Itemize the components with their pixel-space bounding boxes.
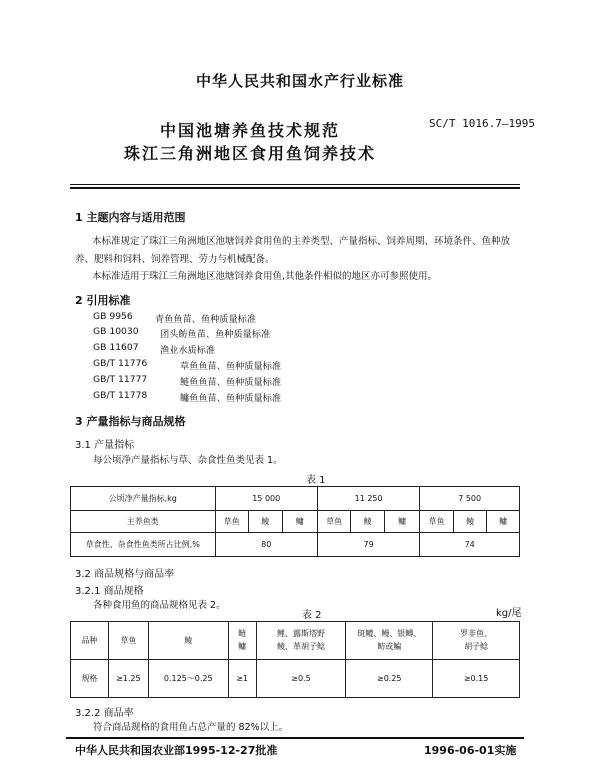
standard-code: SC/T 1016.7—1995 [429, 117, 535, 130]
table-2-unit: kg/尾 [496, 608, 522, 619]
table-2-caption: 表 2 [302, 610, 322, 621]
table-2-header: 品种 [71, 622, 109, 660]
table-2-header: 鲢 鳙 [228, 622, 256, 660]
implementation-date: 1996-06-01实施 [424, 744, 517, 757]
reference-code: GB 9956 [93, 311, 133, 322]
table-1-species-label: 主养鱼类 [71, 511, 216, 533]
table-1-species-cell: 鳙 [487, 511, 520, 533]
table-2-value: ≥1.25 [108, 660, 148, 698]
approval-statement: 中华人民共和国农业部1995-12-27批准 [75, 744, 278, 757]
title-divider-thin [70, 184, 520, 185]
table-1-yield-value: 15 000 [215, 487, 317, 511]
table-1-species-cell: 草鱼 [317, 511, 351, 533]
table-1-species-cell: 草鱼 [215, 511, 249, 533]
section-1-paragraph-1-line-2: 养、肥料和饲料、饲养管理、劳力与机械配备。 [75, 254, 275, 265]
table-1-species-cell: 鳙 [282, 511, 317, 533]
table-1-yield-label: 公顷净产量指标,kg [71, 487, 216, 511]
section-1-paragraph-1-line-1: 本标准规定了珠江三角洲地区池塘饲养食用鱼的主养类型、产量指标、饲养周期、环境条件、鱼种放 [92, 236, 511, 247]
table-1-yield-value: 11 250 [317, 487, 419, 511]
table-1-ratio-label: 草食性、杂食性鱼类所占比例,% [71, 533, 216, 557]
table-1-species-cell: 鲮 [351, 511, 385, 533]
table-2-row-label: 规格 [71, 660, 109, 698]
table-1-species-cell: 草鱼 [420, 511, 454, 533]
table-2-value: 0.125～0.25 [148, 660, 228, 698]
reference-code: GB 10030 [93, 326, 139, 337]
section-3-2-heading: 3.2 商品规格与商品率 [75, 569, 175, 580]
table-1-species-cell: 鲮 [453, 511, 487, 533]
document-title-line1: 中国池塘养鱼技术规范 [159, 121, 340, 140]
reference-code: GB/T 11776 [93, 358, 148, 369]
section-3-2-2-heading: 3.2.2 商品率 [75, 708, 134, 719]
reference-name: 团头鲂鱼苗、鱼种质量标准 [160, 329, 271, 340]
table-2-header: 罗非鱼、 胡子鲶 [433, 622, 520, 660]
table-1-ratio-value: 79 [317, 533, 419, 557]
document-title-line2: 珠江三角洲地区食用鱼饲养技术 [123, 144, 376, 163]
section-3-heading: 3 产量指标与商品规格 [75, 415, 186, 428]
table-2-header: 鲤、露斯塔野 鲮、革胡子鲶 [256, 622, 346, 660]
table-2-value: ≥0.15 [433, 660, 520, 698]
table-2 [70, 621, 520, 698]
table-2-header: 草鱼 [108, 622, 148, 660]
section-3-2-2-text: 符合商品规格的食用鱼占总产量的 82%以上。 [93, 722, 289, 733]
table-1-species-cell: 鲮 [249, 511, 283, 533]
reference-name: 青鱼鱼苗、鱼种质量标准 [155, 314, 257, 325]
table-1-ratio-value: 74 [420, 533, 520, 557]
section-3-1-heading: 3.1 产量指标 [75, 440, 135, 451]
table-1-caption: 表 1 [306, 475, 326, 486]
section-1-heading: 1 主题内容与适用范围 [75, 211, 186, 224]
table-1 [70, 486, 520, 557]
table-1-species-cell: 鳙 [384, 511, 419, 533]
reference-code: GB 11607 [93, 342, 139, 353]
reference-name: 草鱼鱼苗、鱼种质量标准 [180, 361, 282, 372]
section-2-heading: 2 引用标准 [75, 294, 131, 307]
publication-header: 中华人民共和国水产行业标准 [195, 72, 404, 90]
reference-name: 渔业水质标准 [160, 345, 216, 356]
table-2-header: 鲮 [148, 622, 228, 660]
reference-code: GB/T 11777 [93, 374, 148, 385]
section-3-2-1-heading: 3.2.1 商品规格 [75, 586, 144, 597]
table-2-value: ≥1 [228, 660, 256, 698]
reference-name: 鲢鱼鱼苗、鱼种质量标准 [180, 377, 282, 388]
reference-code: GB/T 11778 [93, 390, 148, 401]
title-divider-thick [70, 187, 520, 189]
reference-name: 鳙鱼鱼苗、鱼种质量标准 [180, 393, 282, 404]
table-1-yield-value: 7 500 [420, 487, 520, 511]
table-2-header: 斑鳢、鳗、银鲫、 鲂或鳊 [346, 622, 433, 660]
section-3-1-text: 每公顷净产量指标与草、杂食性鱼类见表 1。 [93, 455, 283, 466]
table-2-value: ≥0.25 [346, 660, 433, 698]
footer-divider [66, 737, 524, 739]
section-3-2-1-text: 各种食用鱼的商品规格见表 2。 [93, 600, 226, 611]
table-1-ratio-value: 80 [215, 533, 317, 557]
table-2-value: ≥0.5 [256, 660, 346, 698]
section-1-paragraph-2: 本标准适用于珠江三角洲地区池塘饲养食用鱼,其他条件相似的地区亦可参照使用。 [92, 271, 438, 282]
